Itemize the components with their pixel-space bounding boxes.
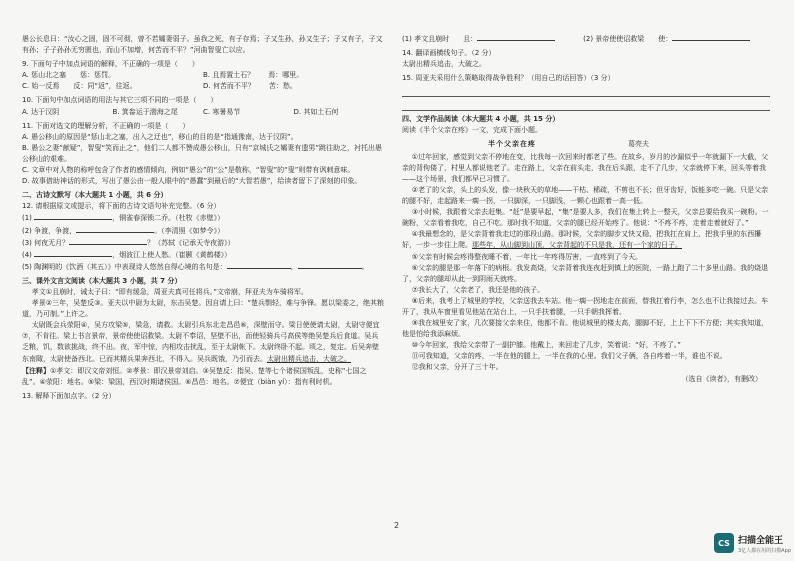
question-15 bbox=[402, 73, 770, 111]
fill-item-1 bbox=[22, 212, 384, 224]
annotations-text: ①孝文：即汉文帝刘恒。②孝景：即汉景帝刘启。③吴楚反：指吴、楚等七个诸侯国叛乱，史称“七国之乱”。④荥阳：地名。⑤梁：梁国，西汉时期诸侯国。⑥昌邑：地名。⑦便宜（biàn yí）：指有利时机。 bbox=[22, 366, 367, 386]
classical-paragraph-1: 孝文①且崩时，诫太子曰：“即有缓急，周亚夫真可任将兵。”文帝崩，拜亚夫为车骑将军。 bbox=[31, 287, 308, 296]
section-2 bbox=[22, 190, 384, 273]
option-a: A. 惩山北之塞 惩：惩罚。 bbox=[22, 71, 116, 80]
reading-instruction: 阅读《半个父亲在疼》一文，完成下面小题。 bbox=[402, 126, 542, 135]
item-label: (3) bbox=[22, 238, 32, 247]
section-2-heading: 二、古诗文默写（本大题共 1 小题，共 6 分） bbox=[22, 191, 168, 200]
yugong-passage-end: 愚公长息曰：“汝心之固，固不可彻，曾不若孀妻弱子。虽我之死，有子存焉；子又生孙，孙又生子；子又有子，子又有孙；子子孙孙无穷匮也，而山不加增，何苦而不平？”河曲智叟亡以应。 bbox=[22, 35, 383, 55]
item-text-after: ，铜雀春深锁二乔。（杜牧《赤壁》） bbox=[112, 214, 225, 223]
question-10 bbox=[22, 95, 384, 117]
answer-line bbox=[402, 86, 770, 97]
answer-blank bbox=[672, 33, 750, 41]
annotations-label: 【注释】 bbox=[22, 366, 50, 375]
item-text-after: 。 bbox=[361, 262, 369, 271]
answer-blank bbox=[477, 33, 555, 41]
option-c: C. 始一反焉 反：同“返”，往返。 bbox=[22, 82, 137, 91]
essay-title-row bbox=[402, 139, 770, 150]
answer-blank bbox=[34, 212, 112, 220]
item-text-after: 。（李清照《如梦令》） bbox=[154, 226, 225, 235]
q13-item-1 bbox=[402, 33, 555, 45]
question-10-stem: 10. 下面句中加点词语的用法与其它三项不同的一项是（ ） bbox=[22, 96, 218, 105]
option-b: B. 且焉置土石？ 焉：哪里。 bbox=[203, 71, 304, 80]
option-d: D. 其如土石何 bbox=[293, 107, 339, 116]
item-text-after: ，烟波江上使人愁。（崔颢《黄鹤楼》） bbox=[112, 250, 232, 259]
question-9 bbox=[22, 59, 384, 92]
option-b: B. 箕畚运于渤海之尾 bbox=[112, 107, 178, 116]
question-14 bbox=[402, 48, 770, 70]
question-9-options bbox=[22, 70, 384, 92]
answer-blank bbox=[34, 249, 112, 257]
item-text-mid: ， bbox=[290, 262, 298, 271]
item-text-before: 争渡，争渡， bbox=[34, 226, 77, 235]
essay-paragraph-10: ⑩今年回家，我给父亲带了一副护膝。他戴上，来回走了几步，笑着说：“好，不疼了。” bbox=[411, 341, 681, 350]
classical-paragraph-2: 孝景②三年，吴楚反③。亚夫以中尉为太尉，东击吴楚。因自请上曰：“楚兵剽轻，难与争锋。愿以梁委之，绝其粮道，乃可制。”上许之。 bbox=[22, 299, 384, 319]
item-text-after: ？（苏轼《记承天寺夜游》） bbox=[147, 238, 235, 247]
essay-author: 葛亮夫 bbox=[628, 139, 649, 148]
section-4-heading: 四、文学作品阅读（本大题共 4 小题，共 15 分） bbox=[402, 115, 560, 124]
answer-line bbox=[402, 100, 770, 111]
item-label: (4) bbox=[22, 250, 32, 259]
item-label: (1) bbox=[22, 214, 32, 223]
page-number: 2 bbox=[394, 521, 400, 530]
q13-item-2 bbox=[583, 33, 750, 45]
camscanner-logo-icon bbox=[714, 533, 734, 553]
section-4 bbox=[402, 114, 770, 384]
fill-item-4 bbox=[22, 249, 384, 261]
fill-item-3 bbox=[22, 237, 384, 249]
essay-paragraph-3: ③小时候，我跟着父亲去赶集。“赶”是要早起，“集”是要人多，我们在集上转上一整天，父亲总要给我买一碗粉。一碗粉，父亲看着我吃，自己不吃。那时我不知道，父亲的腿已经开始疼了。他说：“不疼不疼，走着走着就好了。” bbox=[402, 208, 769, 228]
question-15-stem: 15. 周亚夫采用什么策略取得战争胜利？（用自己的话回答）（3 分） bbox=[402, 74, 615, 83]
paragraph-text: 太尉既会兵荥阳④，吴方攻梁⑤，梁急，请救。太尉引兵东北走昌邑⑥，深壁而守。梁日使使请太尉，太尉守便宜⑦，不肯往。梁上书言景帝，景帝使使诏救梁。太尉不奉诏，坚壁不出，而使轻骑兵弓高侯等绝吴楚兵后食道。吴兵乏粮，饥，数欲挑战，终不出。夜，军中惊，内相攻击扰乱，至于太尉帐下。太尉终卧不起。顷之，复定。后吴奔壁东南陬，太尉使备西北。已而其精兵果奔西北，不得入。吴兵既饿，乃引而去。 bbox=[22, 321, 380, 363]
question-11 bbox=[22, 121, 384, 188]
essay-paragraph-2: ②老了的父亲，头上的头发，像一块秋天的草地——干枯、稀疏，不剪也不长；但牙齿好，饭能多吃一碗。只是父亲的腿不好，走起路来一瘸一拐，一只脚深，一只脚浅，一颗心也跟着一高一低。 bbox=[402, 185, 769, 206]
annotations bbox=[22, 366, 384, 388]
q13-item-2-text: (2) 景帝使使诏救梁 使： bbox=[583, 35, 673, 43]
section-3-heading: 三、课外文言文阅读（本大题共 3 小题，共 7 分） bbox=[22, 276, 182, 285]
fill-item-2 bbox=[22, 225, 384, 237]
item-text-before: 陶渊明的《饮酒（其五）》中表现诗人悠然自得心境的名句是： bbox=[34, 262, 227, 271]
question-9-stem: 9. 下面句子中加点词语的解释，不正确的一项是（ ） bbox=[22, 60, 199, 69]
left-page bbox=[22, 33, 384, 402]
option-b: B. 愚公之妻“献疑”，智叟“笑而止之”，他们二人都不赞成愚公移山，只有“京城氏之孀妻有遗男”跳往助之，衬托出愚公移山的艰难。 bbox=[22, 143, 383, 163]
question-13-stem: 13. 解释下面加点字。（2 分） bbox=[22, 391, 116, 400]
essay-paragraph-1: ①过年回家，感觉到父亲不停地在变，比我每一次回来时都老了些。在故乡，岁月的沙漏似乎一年就漏下一大截，父亲的背佝偻了，村里人都说他老了。走在路上，父亲在前头走，我在后头跟，走不了几步，父亲就停下来，回头等着我——这个场景，我们都早已习惯了。 bbox=[402, 152, 769, 183]
option-c: C. 文章中对人物的称呼包含了作者的感情倾向，例如“愚公”的“公”是敬称，“智叟”的“叟”则带有讽刺意味。 bbox=[22, 166, 355, 175]
essay-source: （选自《读者》，有删改） bbox=[681, 374, 762, 383]
essay-paragraph-5: ⑤父亲有时候会疼得整夜睡不着，一年比一年疼得厉害，一直疼到了今天。 bbox=[411, 252, 643, 261]
item-label: (2) bbox=[22, 226, 32, 235]
watermark-tagline: 3亿人都在用的扫描App bbox=[738, 548, 791, 554]
option-d: D. 何苦而不平？ 苦：愁。 bbox=[203, 82, 297, 91]
question-14-sentence: 太尉出精兵追击，大破之。 bbox=[402, 60, 486, 69]
answer-blank bbox=[298, 261, 362, 269]
question-14-stem: 14. 翻译画横线句子。（2 分） bbox=[402, 49, 496, 58]
essay-paragraph-9: ⑨我在城里安了家，几次要接父亲来住，他都不肯。他说城里的楼太高，腿脚不好，上上下下不方便；其实我知道，他是怕给我添麻烦。 bbox=[402, 319, 769, 339]
essay-paragraph-11: ⑪可我知道，父亲的疼，一半在他的腿上，一半在我的心里。我们父子俩，各自疼着一半，谁也不说。 bbox=[411, 352, 727, 361]
right-page bbox=[402, 33, 770, 385]
essay-paragraph-7: ⑦我长大了，父亲老了，我还是他的孩子。 bbox=[411, 285, 545, 294]
essay-title: 半个父亲在疼 bbox=[488, 139, 536, 148]
underlined-sentence: 太尉出精兵追击，大破之。 bbox=[267, 354, 351, 363]
classical-paragraph-3 bbox=[22, 320, 384, 364]
answer-blank bbox=[69, 237, 147, 245]
essay-paragraph-12: ⑫我和父亲，分开了三十年。 bbox=[411, 363, 503, 372]
essay-paragraph-8: ⑧后来，我考上了城里的学校，父亲送我去车站。他一瘸一拐地走在前面，替我扛着行李，怎么也不让我接过去。车开了，我从车窗里看见他站在站台上，一只手扶着腿，一只手朝我挥着。 bbox=[402, 296, 769, 316]
option-c: C. 寒暑易节 bbox=[203, 107, 241, 116]
option-a: A. 达于汉阴 bbox=[22, 107, 60, 116]
question-13-items bbox=[402, 33, 770, 45]
answer-blank bbox=[227, 261, 291, 269]
fill-item-5 bbox=[22, 261, 384, 273]
watermark-app-name: 扫描全能王 bbox=[738, 536, 784, 546]
question-12-stem: 12. 请根据原文或提示，将下面的古诗文语句补充完整。（6 分） bbox=[22, 202, 221, 211]
paragraph-text: ④我最想念的，是父亲背着我走过的那段山路。那时候，父亲的脚步又快又稳，把我扛在肩上，把我手里的东西攥好，一步一步往上爬。 bbox=[402, 230, 762, 250]
item-text-before: 何夜无月？ bbox=[34, 238, 70, 247]
logo-text: CS bbox=[718, 538, 730, 548]
essay-paragraph-6: ⑥父亲的腿是那一年落下的病根。我发高烧，父亲背着我连夜赶到镇上的医院，一路上跑了二十多里山路。我的烧退了，父亲的腿却从此一到阴雨天就疼。 bbox=[402, 263, 769, 283]
item-label: (5) bbox=[22, 262, 32, 271]
section-3 bbox=[22, 276, 384, 402]
answer-blank bbox=[76, 225, 154, 233]
option-d: D. 故事借助神话的形式，写出了愚公由一般人眼中的“愚蠢”到最后的“大智若愚”，给读者留下了深刻的印象。 bbox=[22, 177, 362, 186]
question-10-options bbox=[22, 107, 384, 118]
underlined-sentence: 那些年，从山脚到山顶，父亲背起的不只是我，还有一个家的日子。 bbox=[472, 241, 682, 250]
question-11-stem: 11. 下面对选文的理解分析，不正确的一项是（ ） bbox=[22, 121, 190, 130]
essay-paragraph-4 bbox=[402, 229, 770, 251]
option-a: A. 愚公移山的原因是“惩山北之塞，出入之迂也”，移山的目的是“指通豫南，达于汉阴”。 bbox=[22, 132, 298, 141]
q13-item-1-text: (1) 孝文且崩时 且： bbox=[402, 35, 478, 43]
